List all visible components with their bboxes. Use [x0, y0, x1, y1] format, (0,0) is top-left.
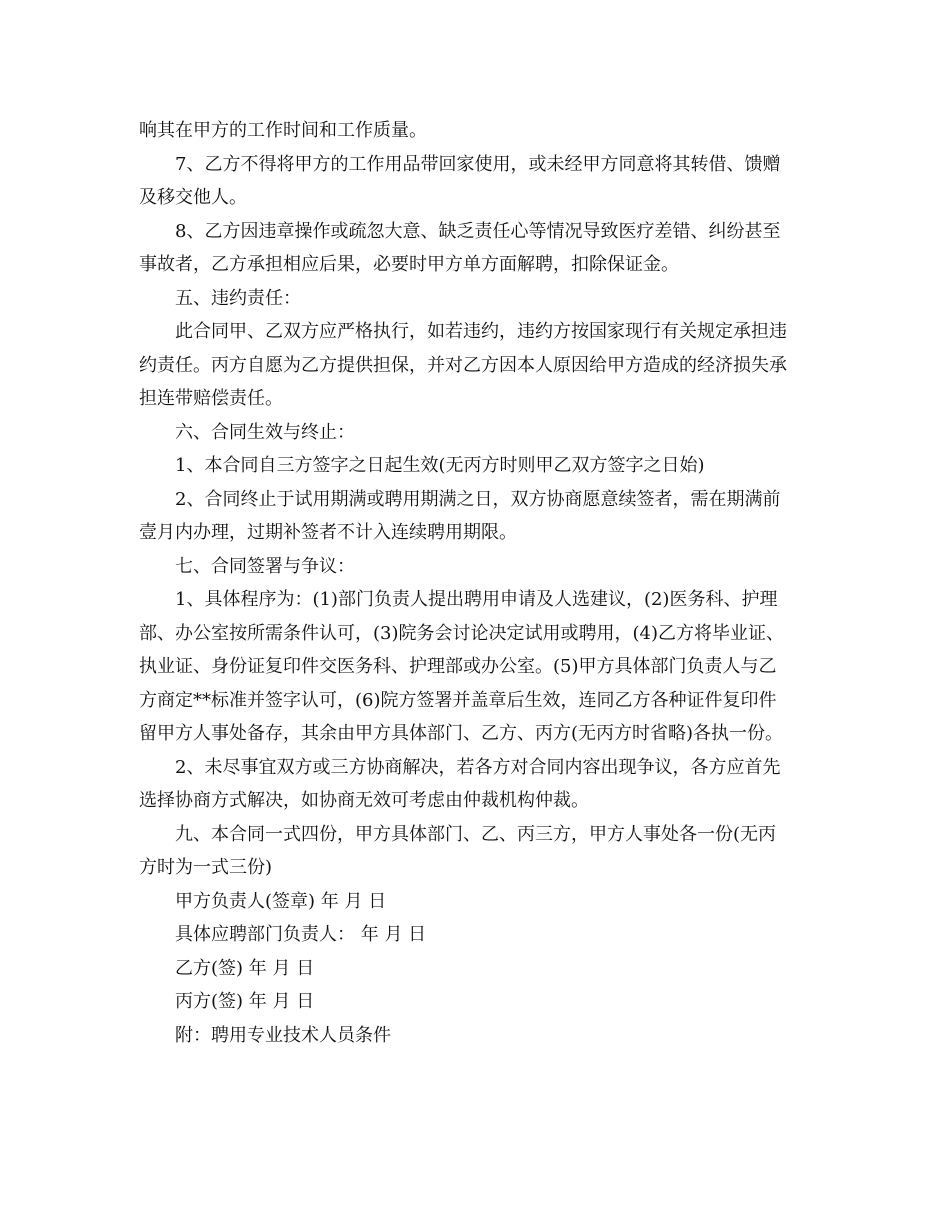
document-line: 选择协商方式解决，如协商无效可考虑由仲裁机构仲裁。 — [139, 790, 589, 811]
document-line: 及移交他人。 — [139, 187, 247, 208]
document-line: 附：聘用专业技术人员条件 — [175, 1024, 391, 1046]
document-line: 担连带赔偿责任。 — [139, 388, 283, 409]
document-line: 留甲方人事处备存，其余由甲方具体部门、乙方、丙方(无丙方时省略)各执一份。 — [139, 723, 784, 744]
document-line: 五、违约责任： — [175, 287, 301, 309]
document-line: 九、本合同一式四份，甲方具体部门、乙、丙三方，甲方人事处各一份(无丙 — [175, 823, 777, 845]
document-line: 方商定**标准并签字认可，(6)院方签署并盖章后生效，连同乙方各种证件复印件 — [139, 689, 777, 711]
document-line: 六、合同生效与终止： — [175, 421, 355, 443]
document-line: 乙方(签) 年 月 日 — [175, 957, 315, 979]
document-line: 具体应聘部门负责人： 年 月 日 — [175, 924, 427, 945]
document-line: 此合同甲、乙双方应严格执行，如若违约，违约方按国家现行有关规定承担违 — [175, 321, 787, 342]
document-line: 方时为一式三份) — [139, 857, 273, 878]
document-line: 2、未尽事宜双方或三方协商解决，若各方对合同内容出现争议，各方应首先 — [175, 756, 781, 778]
document-line: 7、乙方不得将甲方的工作用品带回家使用，或未经甲方同意将其转借、馈赠 — [175, 153, 781, 175]
document-line: 甲方负责人(签章) 年 月 日 — [175, 890, 387, 912]
document-line: 响其在甲方的工作时间和工作质量。 — [139, 120, 427, 141]
document-line: 执业证、身份证复印件交医务科、护理部或办公室。(5)甲方具体部门负责人与乙 — [139, 656, 777, 677]
document-line: 部、办公室按所需条件认可，(3)院务会讨论决定试用或聘用，(4)乙方将毕业证、 — [139, 622, 784, 644]
document-line: 约责任。丙方自愿为乙方提供担保，并对乙方因本人原因给甲方造成的经济损失承 — [139, 354, 787, 376]
document-line: 1、具体程序为：(1)部门负责人提出聘用申请及人选建议，(2)医务科、护理 — [175, 589, 778, 610]
document-line: 七、合同签署与争议： — [175, 555, 355, 577]
document-line: 1、本合同自三方签字之日起生效(无丙方时则甲乙双方签字之日始) — [175, 455, 705, 476]
document-line: 8、乙方因违章操作或疏忽大意、缺乏责任心等情况导致医疗差错、纠纷甚至 — [175, 220, 781, 242]
document-line: 壹月内办理，过期补签者不计入连续聘用期限。 — [139, 522, 517, 543]
document-line: 2、合同终止于试用期满或聘用期满之日，双方协商愿意续签者，需在期满前 — [175, 488, 781, 510]
document-line: 事故者，乙方承担相应后果，必要时甲方单方面解聘，扣除保证金。 — [139, 254, 679, 275]
document-line: 丙方(签) 年 月 日 — [175, 991, 315, 1012]
document-body — [139, 114, 814, 1052]
